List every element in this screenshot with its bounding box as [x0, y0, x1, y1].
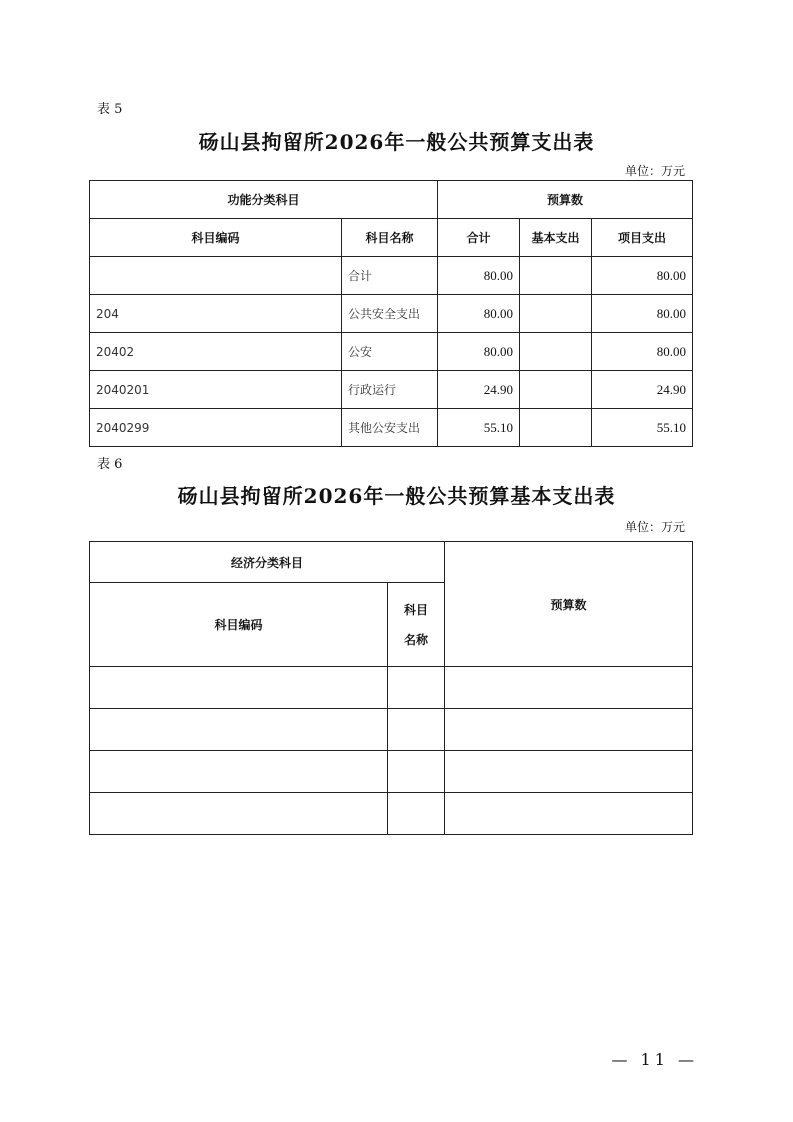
table-row — [90, 793, 693, 835]
table5-group-right-header: 预算数 — [438, 181, 693, 219]
table5-project-header: 项目支出 — [592, 219, 693, 257]
row-name: 其他公安支出 — [342, 409, 438, 447]
table6-title: 砀山县拘留所2026年一般公共预算基本支出表 — [177, 484, 616, 508]
table-row — [90, 333, 693, 371]
table6-name-header-line2: 名称 — [404, 632, 429, 647]
table5-title: 砀山县拘留所2026年一般公共预算支出表 — [198, 130, 595, 154]
table-row — [90, 667, 693, 709]
table5 — [89, 180, 693, 447]
row-total: 80.00 — [438, 257, 520, 295]
table6-label: 表 6 — [97, 457, 123, 472]
row-budget — [445, 793, 693, 835]
row-project: 55.10 — [592, 409, 693, 447]
table5-code-header: 科目编码 — [90, 219, 342, 257]
row-budget — [445, 667, 693, 709]
row-name — [388, 793, 445, 835]
row-budget — [445, 751, 693, 793]
table6-group-left-header: 经济分类科目 — [90, 542, 445, 583]
table6 — [89, 541, 693, 835]
row-code: 2040299 — [90, 409, 342, 447]
row-code — [90, 709, 388, 751]
table6-code-header: 科目编码 — [90, 583, 388, 667]
row-project: 80.00 — [592, 257, 693, 295]
table5-label: 表 5 — [97, 102, 123, 117]
table5-basic-header: 基本支出 — [520, 219, 592, 257]
row-code: 20402 — [90, 333, 342, 371]
row-code — [90, 751, 388, 793]
row-total: 80.00 — [438, 333, 520, 371]
row-basic — [520, 371, 592, 409]
table5-unit: 单位：万元 — [624, 164, 685, 178]
row-budget — [445, 709, 693, 751]
row-project: 24.90 — [592, 371, 693, 409]
table5-name-header: 科目名称 — [342, 219, 438, 257]
table6-name-header-line1: 科目 — [404, 602, 429, 617]
table-row — [90, 751, 693, 793]
row-name: 行政运行 — [342, 371, 438, 409]
row-name: 公安 — [342, 333, 438, 371]
table-row — [90, 409, 693, 447]
table6-name-header — [388, 583, 445, 667]
table-row — [90, 257, 693, 295]
row-code — [90, 257, 342, 295]
row-project: 80.00 — [592, 333, 693, 371]
row-name: 合计 — [342, 257, 438, 295]
row-name — [388, 751, 445, 793]
table6-unit: 单位：万元 — [624, 520, 685, 534]
table6-budget-header: 预算数 — [445, 542, 693, 667]
table-row — [90, 709, 693, 751]
row-code — [90, 667, 388, 709]
row-name — [388, 709, 445, 751]
table-row — [90, 295, 693, 333]
page-number: — 11 — — [611, 1050, 698, 1069]
row-basic — [520, 333, 592, 371]
table-row — [90, 371, 693, 409]
row-total: 55.10 — [438, 409, 520, 447]
row-basic — [520, 409, 592, 447]
table5-group-left-header: 功能分类科目 — [90, 181, 438, 219]
row-total: 80.00 — [438, 295, 520, 333]
row-code: 2040201 — [90, 371, 342, 409]
row-basic — [520, 295, 592, 333]
row-code: 204 — [90, 295, 342, 333]
row-total: 24.90 — [438, 371, 520, 409]
row-name — [388, 667, 445, 709]
table5-total-header: 合计 — [438, 219, 520, 257]
row-code — [90, 793, 388, 835]
row-project: 80.00 — [592, 295, 693, 333]
row-name: 公共安全支出 — [342, 295, 438, 333]
row-basic — [520, 257, 592, 295]
